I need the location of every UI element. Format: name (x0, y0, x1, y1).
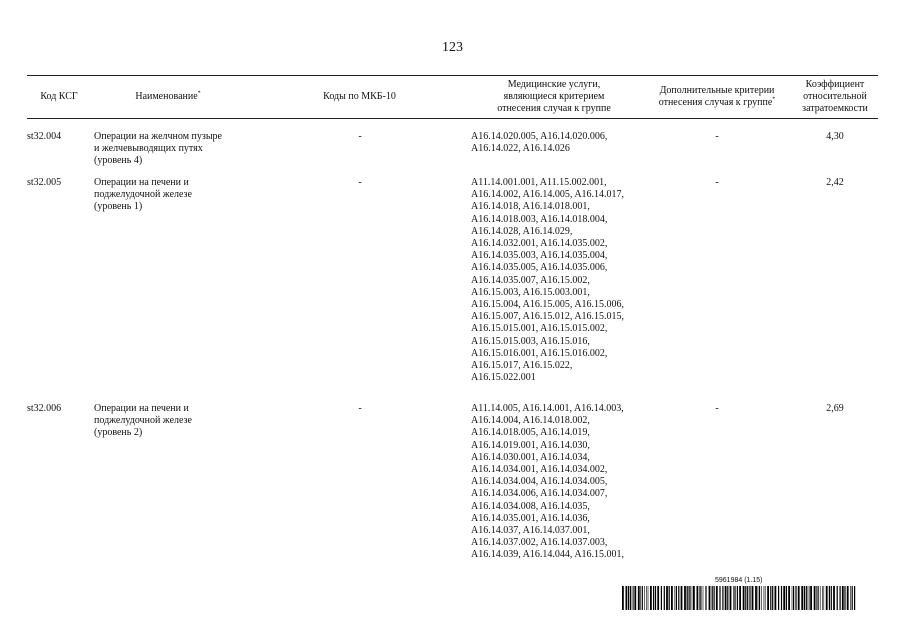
row-coef: 2,69 (826, 403, 844, 414)
barcode-bar (820, 586, 821, 610)
barcode-bar (733, 586, 734, 610)
row-name-line: и желчевыводящих путях (94, 143, 203, 155)
barcode-bar (709, 586, 711, 610)
barcode-bar (644, 586, 645, 610)
barcode-bar (675, 586, 676, 610)
row-mkb: - (358, 403, 362, 414)
barcode-bar (697, 586, 699, 610)
service-line: A16.14.018.003, A16.14.018.004, (471, 213, 608, 225)
service-line: A16.14.022, A16.14.026 (471, 143, 570, 155)
barcode-bar (765, 586, 766, 610)
barcode-bar (788, 586, 790, 610)
barcode-bar (646, 586, 647, 610)
barcode-bar (622, 586, 624, 610)
barcode-bar (758, 586, 759, 610)
barcode-bar (798, 586, 800, 610)
barcode-bar (814, 586, 816, 610)
barcode-bar (818, 586, 819, 610)
barcode-bar (722, 586, 723, 610)
row-mkb: - (358, 177, 362, 188)
document-serial: 5961984 (1.15) (715, 577, 763, 584)
service-line: A16.15.016.001, A16.15.016.002, (471, 347, 608, 359)
barcode-bar (764, 586, 765, 610)
barcode-bar (669, 586, 670, 610)
row-extra: - (715, 177, 719, 188)
row-mkb: - (358, 131, 362, 142)
header-coef-line: Коэффициент (805, 79, 865, 90)
row-extra: - (715, 403, 719, 414)
service-line: A16.15.015.001, A16.15.015.002, (471, 323, 608, 335)
barcode-bar (712, 586, 713, 610)
header-services-line: являющиеся критерием (503, 91, 605, 102)
barcode-bar (781, 586, 782, 610)
barcode-bar (778, 586, 779, 610)
barcode-bar (640, 586, 641, 610)
barcode-bar (653, 586, 654, 610)
row-coef: 2,42 (826, 177, 844, 188)
barcode-bar (657, 586, 659, 610)
header-name (93, 76, 243, 118)
barcode-bar (826, 586, 828, 610)
barcode-bar (725, 586, 727, 610)
barcode-bar (693, 586, 695, 610)
header-extra (651, 76, 783, 118)
barcode-bar (842, 586, 844, 610)
barcode-bar (816, 586, 817, 610)
barcode-bar (684, 586, 686, 610)
service-line: A16.14.032.001, A16.14.035.002, (471, 238, 608, 250)
service-line: A16.14.035.007, A16.15.002, (471, 274, 590, 286)
barcode-bar (844, 586, 845, 610)
header-mkb (262, 76, 457, 118)
barcode-bar (655, 586, 656, 610)
table-header-rule (27, 118, 878, 119)
service-line: A16.14.035.005, A16.14.035.006, (471, 262, 608, 274)
barcode-bar (852, 586, 853, 610)
barcode-bar (750, 586, 751, 610)
service-line: A16.14.037.002, A16.14.037.003, (471, 537, 608, 549)
barcode-bar (831, 586, 832, 610)
barcode-bar (749, 586, 750, 610)
barcode-bar (759, 586, 760, 610)
barcode-bar (681, 586, 683, 610)
header-name-text: Наименование (135, 91, 198, 102)
service-line: A16.14.034.001, A16.14.034.002, (471, 464, 608, 476)
row-services (471, 403, 624, 562)
header-extra-footnote-mark: * (772, 96, 776, 103)
barcode-bar (678, 586, 679, 610)
service-line: A16.14.002, A16.14.005, A16.14.017, (471, 189, 625, 201)
row-name-line: (уровень 2) (94, 427, 143, 439)
barcode-bar (690, 586, 691, 610)
header-coef-line: относительной (803, 91, 867, 102)
barcode-bar (692, 586, 693, 610)
barcode-bar (727, 586, 728, 610)
barcode-bar (739, 586, 741, 610)
barcode-bar (626, 586, 628, 610)
barcode-bar (642, 586, 643, 610)
barcode-bar (806, 586, 807, 610)
row-name (94, 403, 192, 440)
service-line: A16.14.030.001, A16.14.034, (471, 451, 590, 463)
row-name-line: поджелудочной железе (94, 189, 192, 201)
barcode-bar (730, 586, 732, 610)
barcode-bar (793, 586, 794, 610)
barcode-bar (772, 586, 773, 610)
barcode-bar (755, 586, 757, 610)
barcode-bar (661, 586, 662, 610)
barcode-bar (648, 586, 649, 610)
header-mkb-text: Коды по МКБ-10 (323, 91, 396, 102)
barcode-bar (775, 586, 777, 610)
row-name-line: Операции на желчном пузыре (94, 131, 222, 142)
barcode-bar (687, 586, 688, 610)
barcode-bar (671, 586, 673, 610)
service-line: A16.14.019.001, A16.14.030, (471, 439, 590, 451)
barcode-bar (767, 586, 769, 610)
page-number: 123 (442, 40, 463, 55)
service-line: A16.14.020.005, A16.14.020.006, (471, 131, 608, 142)
header-services (465, 76, 643, 118)
barcode-bar (716, 586, 718, 610)
barcode-bar (650, 586, 652, 610)
barcode-bar (786, 586, 787, 610)
barcode-bar (747, 586, 748, 610)
barcode-bar (634, 586, 636, 610)
service-line: A16.14.018, A16.14.018.001, (471, 201, 590, 213)
row-name-line: (уровень 1) (94, 201, 143, 213)
barcode-bar (804, 586, 805, 610)
header-coef (792, 76, 878, 118)
service-line: A16.14.035.003, A16.14.035.004, (471, 250, 608, 262)
barcode-bar (666, 586, 668, 610)
barcode-bar (795, 586, 796, 610)
barcode-bar (714, 586, 715, 610)
barcode-bar (628, 586, 629, 610)
barcode-bar (850, 586, 851, 610)
service-line: A16.14.028, A16.14.029, (471, 225, 573, 237)
service-line: A16.15.022.001 (471, 372, 536, 384)
barcode-bar (632, 586, 633, 610)
barcode-bar (743, 586, 745, 610)
row-code: st32.005 (27, 177, 62, 188)
barcode-bar (824, 586, 825, 610)
barcode-bar (734, 586, 735, 610)
row-extra: - (715, 131, 719, 142)
row-name-line: (уровень 4) (94, 155, 143, 167)
barcode-bar (801, 586, 803, 610)
service-line: A16.15.015.003, A16.15.016, (471, 335, 590, 347)
row-code: st32.004 (27, 131, 62, 142)
barcode-bar (719, 586, 720, 610)
barcode-bar (783, 586, 785, 610)
barcode-bar (705, 586, 706, 610)
barcode-bar (676, 586, 677, 610)
barcode-bar (840, 586, 841, 610)
barcode-bar (745, 586, 746, 610)
service-line: A16.14.037, A16.14.037.001, (471, 525, 590, 537)
barcode-bar (809, 586, 810, 610)
barcode-bar (752, 586, 754, 610)
header-services-line: Медицинские услуги, (507, 79, 601, 90)
barcode-bar (630, 586, 631, 610)
row-name-line: Операции на печени и (94, 177, 189, 188)
barcode-bar (737, 586, 738, 610)
row-name-line: поджелудочной железе (94, 415, 192, 427)
service-line: A16.15.007, A16.15.012, A16.15.015, (471, 311, 625, 323)
header-code (27, 76, 91, 118)
barcode-bar (689, 586, 690, 610)
header-coef-line: затратоемкости (802, 103, 868, 114)
service-line: A16.14.018.005, A16.14.019, (471, 427, 590, 439)
barcode (622, 586, 858, 610)
row-services (471, 131, 607, 155)
barcode-bar (808, 586, 809, 610)
barcode-bar (761, 586, 762, 610)
service-line: A16.14.034.008, A16.14.035, (471, 500, 590, 512)
service-line: A11.14.001.001, A11.15.002.001, (471, 177, 607, 188)
service-line: A16.15.003, A16.15.003.001, (471, 286, 590, 298)
barcode-bar (792, 586, 793, 610)
barcode-bar (638, 586, 640, 610)
header-name-footnote-mark: * (197, 90, 201, 97)
barcode-bar (664, 586, 665, 610)
header-services-line: отнесения случая к группе (497, 103, 611, 114)
service-line: A16.15.017, A16.15.022, (471, 360, 573, 372)
barcode-bar (700, 586, 701, 610)
barcode-bar (770, 586, 771, 610)
barcode-bar (833, 586, 835, 610)
service-line: A11.14.005, A16.14.001, A16.14.003, (471, 403, 624, 414)
barcode-bar (633, 586, 634, 610)
header-code-text: Код КСГ (40, 91, 78, 102)
header-extra-text: Дополнительные критерии отнесения случая к группе (658, 85, 775, 108)
row-name-line: Операции на печени и (94, 403, 189, 414)
service-line: A16.14.039, A16.14.044, A16.15.001, (471, 549, 625, 561)
barcode-bar (847, 586, 849, 610)
row-name (94, 177, 192, 214)
row-services (471, 177, 624, 384)
row-name (94, 131, 222, 168)
service-line: A16.14.034.006, A16.14.034.007, (471, 488, 608, 500)
barcode-bar (829, 586, 830, 610)
barcode-bar (810, 586, 812, 610)
barcode-bar (703, 586, 704, 610)
row-coef: 4,30 (826, 131, 844, 142)
barcode-bar (699, 586, 700, 610)
row-code: st32.006 (27, 403, 62, 414)
service-line: A16.14.034.004, A16.14.034.005, (471, 476, 608, 488)
barcode-bar (837, 586, 838, 610)
barcode-bar (822, 586, 823, 610)
barcode-bar (854, 586, 855, 610)
service-line: A16.15.004, A16.15.005, A16.15.006, (471, 299, 625, 311)
service-line: A16.14.004, A16.14.018.002, (471, 415, 590, 427)
service-line: A16.14.035.001, A16.14.036, (471, 512, 590, 524)
barcode-bar (706, 586, 707, 610)
